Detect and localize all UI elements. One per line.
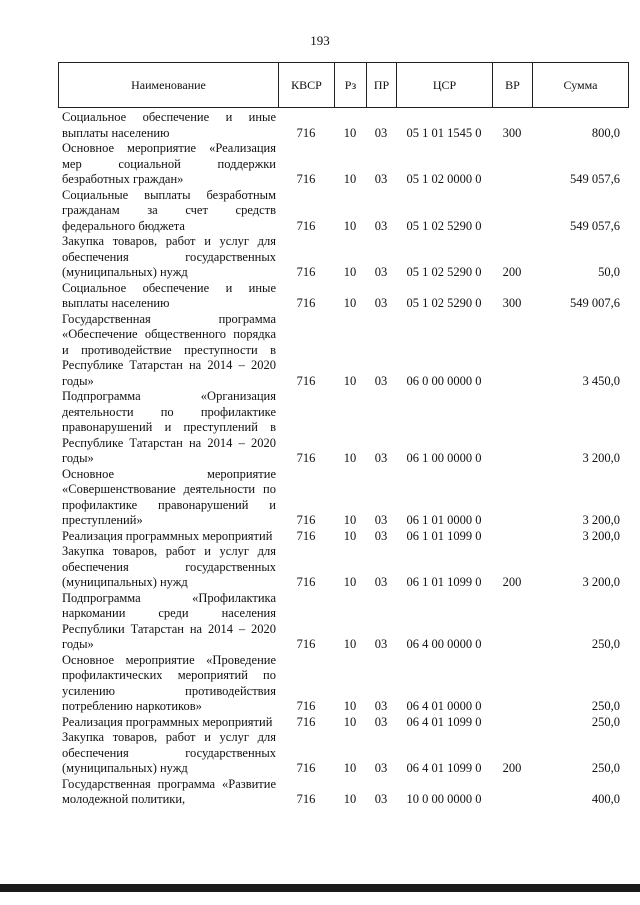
table-row (58, 188, 628, 235)
table-row (58, 389, 628, 467)
row-csr: 06 4 01 0000 0 (406, 699, 482, 713)
row-kvsr: 716 (296, 637, 316, 651)
table-row (58, 544, 628, 591)
table-header (58, 62, 629, 108)
row-vr: 200 (502, 761, 522, 775)
row-kvsr: 716 (296, 761, 316, 775)
row-name: Закупка товаров, работ и услуг для обеспечения государственных (муниципальных) нужд (62, 730, 276, 775)
row-pr: 03 (374, 125, 388, 140)
page-number: 193 (310, 33, 330, 48)
row-name: Государственная программа «Обеспечение общественного порядка и противодействие преступности в Республике Татарстан на 2014 – 2020 годы» (62, 311, 276, 388)
row-sum: 250,0 (591, 637, 620, 651)
header-pr: ПР (367, 63, 397, 108)
row-name: Основное мероприятие «Совершенствование деятельности по профилактике правонарушений и преступлений» (62, 466, 276, 527)
row-rz: 10 (343, 451, 357, 465)
table-row (58, 730, 628, 777)
row-pr: 03 (374, 265, 388, 279)
row-name: Реализация программных мероприятий (62, 714, 273, 729)
row-csr: 06 0 00 0000 0 (406, 373, 482, 388)
row-rz: 10 (343, 218, 357, 233)
row-name: Государственная программа «Развитие молодежной политики, (62, 776, 276, 806)
row-rz: 10 (343, 513, 357, 527)
row-sum: 549 007,6 (570, 296, 620, 310)
row-csr: 06 4 01 1099 0 (406, 761, 482, 775)
row-kvsr: 716 (296, 125, 316, 140)
row-rz: 10 (343, 296, 357, 310)
row-sum: 3 200,0 (582, 451, 620, 465)
table-row (58, 591, 628, 653)
row-kvsr: 716 (296, 172, 316, 186)
header-kvsr: КВСР (279, 63, 335, 108)
table-row (58, 281, 628, 312)
row-kvsr: 716 (296, 265, 316, 279)
row-kvsr: 716 (296, 513, 316, 527)
row-name: Социальное обеспечение и иные выплаты населению (62, 280, 276, 310)
row-csr: 10 0 00 0000 0 (406, 792, 482, 806)
row-kvsr: 716 (296, 714, 316, 729)
row-rz: 10 (343, 761, 357, 775)
row-sum: 3 450,0 (582, 373, 620, 388)
row-rz: 10 (343, 792, 357, 806)
row-sum: 250,0 (591, 761, 620, 775)
row-kvsr: 716 (296, 218, 316, 233)
row-sum: 250,0 (591, 699, 620, 713)
row-sum: 549 057,6 (570, 172, 620, 186)
row-name: Подпрограмма «Организация деятельности по профилактике правонарушений и преступлений в Республике Татарстан на 2014 – 2020 годы» (62, 389, 276, 465)
row-sum: 400,0 (591, 792, 620, 806)
row-sum: 800,0 (591, 125, 620, 140)
row-rz: 10 (343, 699, 357, 713)
row-pr: 03 (374, 699, 388, 713)
row-csr: 05 1 02 5290 0 (406, 265, 482, 279)
header-sum: Сумма (533, 63, 629, 108)
row-csr: 06 1 00 0000 0 (406, 451, 482, 465)
row-rz: 10 (343, 265, 357, 279)
row-name: Социальное обеспечение и иные выплаты населению (62, 110, 276, 140)
scan-edge-bar (0, 884, 640, 892)
header-rz: Рз (335, 63, 367, 108)
row-pr: 03 (374, 575, 388, 589)
row-sum: 250,0 (591, 714, 620, 729)
row-rz: 10 (343, 714, 357, 729)
row-rz: 10 (343, 575, 357, 589)
row-csr: 06 4 00 0000 0 (406, 637, 482, 651)
row-name: Подпрограмма «Профилактика наркомании среди населения Республики Татарстан на 2014 – 2020 годы» (62, 590, 276, 651)
row-sum: 3 200,0 (582, 575, 620, 589)
header-name: Наименование (59, 63, 279, 108)
row-csr: 06 1 01 0000 0 (406, 513, 482, 527)
row-sum: 549 057,6 (570, 218, 620, 233)
table-row (58, 141, 628, 188)
row-kvsr: 716 (296, 296, 316, 310)
row-rz: 10 (343, 373, 357, 388)
row-name: Социальные выплаты безработным гражданам за счет средств федерального бюджета (62, 187, 276, 233)
row-csr: 05 1 02 5290 0 (406, 296, 482, 310)
row-rz: 10 (343, 125, 357, 140)
row-pr: 03 (374, 373, 388, 388)
row-kvsr: 716 (296, 373, 316, 388)
row-pr: 03 (374, 218, 388, 233)
row-kvsr: 716 (296, 451, 316, 465)
row-vr: 300 (502, 296, 522, 310)
row-kvsr: 716 (296, 699, 316, 713)
row-pr: 03 (374, 451, 388, 465)
header-vr: ВР (493, 63, 533, 108)
row-vr: 300 (502, 125, 522, 140)
row-kvsr: 716 (296, 575, 316, 589)
table-row (58, 467, 628, 529)
row-pr: 03 (374, 714, 388, 729)
row-kvsr: 716 (296, 528, 316, 543)
row-sum: 50,0 (598, 265, 620, 279)
row-pr: 03 (374, 172, 388, 186)
row-csr: 06 1 01 1099 0 (406, 575, 482, 589)
row-rz: 10 (343, 172, 357, 186)
row-rz: 10 (343, 528, 357, 543)
table-row (58, 312, 628, 390)
row-csr: 06 1 01 1099 0 (406, 528, 482, 543)
header-csr: ЦСР (397, 63, 493, 108)
row-csr: 05 1 01 1545 0 (406, 125, 482, 140)
table-row (58, 715, 628, 731)
row-name: Основное мероприятие «Реализация мер социальной поддержки безработных граждан» (62, 141, 276, 186)
row-pr: 03 (374, 792, 388, 806)
row-pr: 03 (374, 637, 388, 651)
table-body (58, 110, 628, 808)
row-sum: 3 200,0 (582, 528, 620, 543)
row-pr: 03 (374, 528, 388, 543)
table-row (58, 234, 628, 281)
row-csr: 05 1 02 5290 0 (406, 218, 482, 233)
row-rz: 10 (343, 637, 357, 651)
table-row (58, 653, 628, 715)
row-vr: 200 (502, 265, 522, 279)
table-row (58, 777, 628, 808)
row-sum: 3 200,0 (582, 513, 620, 527)
row-kvsr: 716 (296, 792, 316, 806)
row-name: Основное мероприятие «Проведение профилактических мероприятий по усилению противодействия потреблению наркотиков» (62, 652, 276, 713)
row-pr: 03 (374, 296, 388, 310)
row-csr: 05 1 02 0000 0 (406, 172, 482, 186)
row-vr: 200 (502, 575, 522, 589)
row-name: Закупка товаров, работ и услуг для обеспечения государственных (муниципальных) нужд (62, 234, 276, 279)
table-row (58, 529, 628, 545)
row-csr: 06 4 01 1099 0 (406, 714, 482, 729)
row-name: Закупка товаров, работ и услуг для обеспечения государственных (муниципальных) нужд (62, 544, 276, 589)
row-name: Реализация программных мероприятий (62, 528, 273, 543)
table-row (58, 110, 628, 141)
row-pr: 03 (374, 761, 388, 775)
row-pr: 03 (374, 513, 388, 527)
